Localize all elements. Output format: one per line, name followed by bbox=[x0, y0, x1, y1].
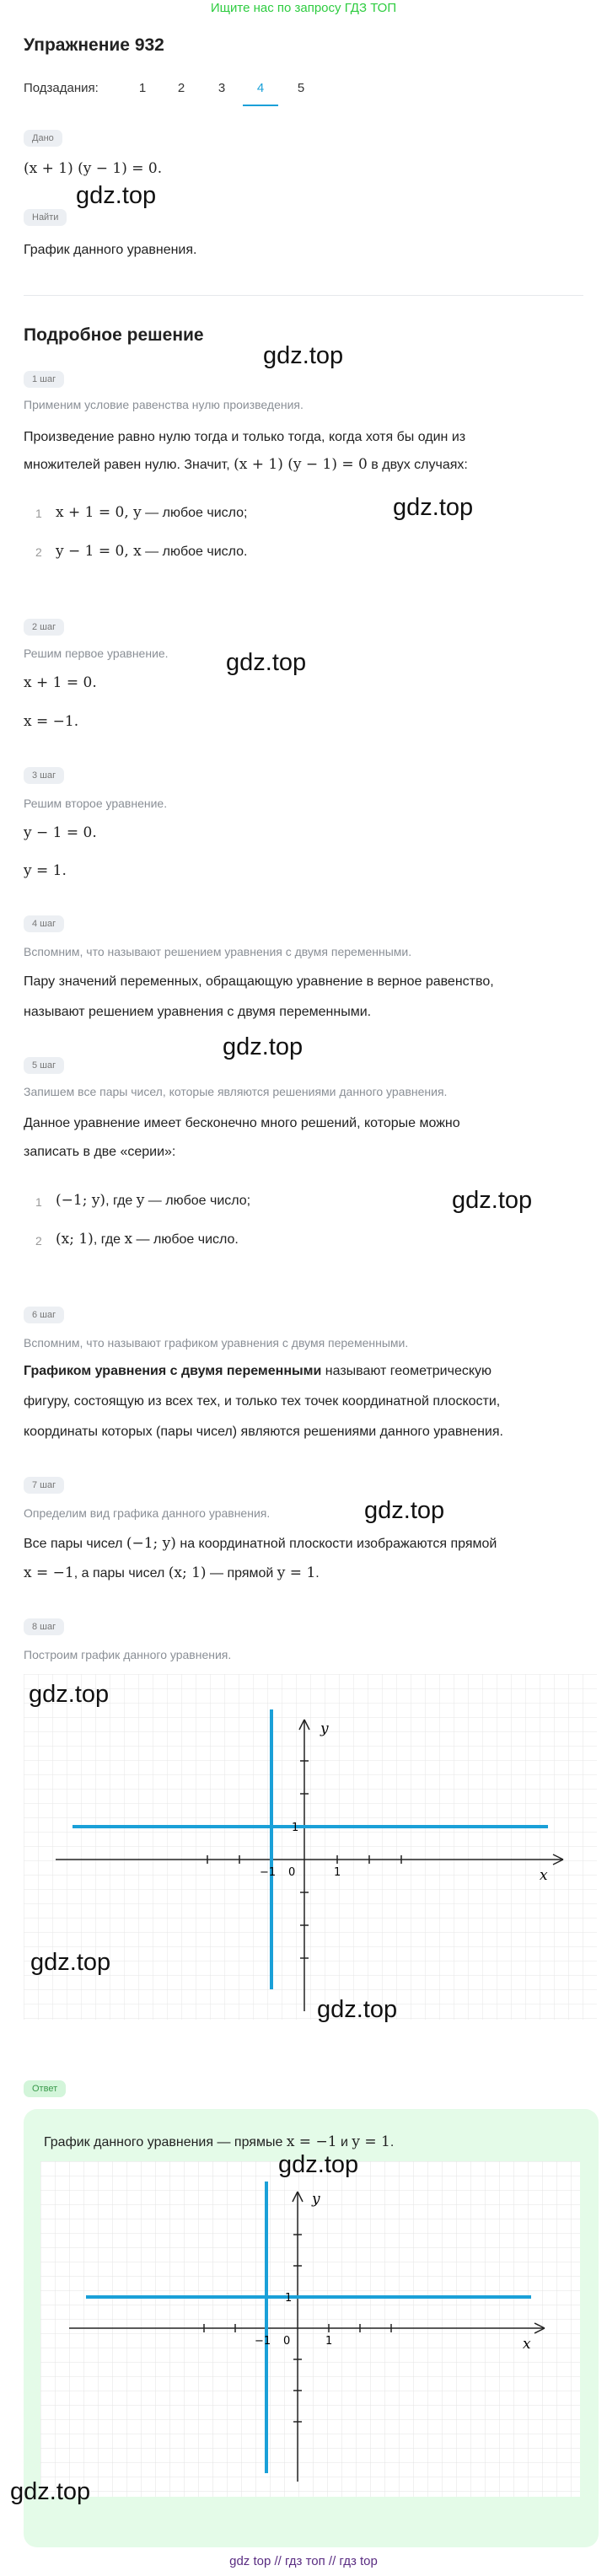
tab-subtask-5[interactable]: 5 bbox=[297, 81, 305, 95]
tab-subtask-1[interactable]: 1 bbox=[138, 81, 147, 95]
watermark: gdz.top bbox=[393, 494, 474, 521]
given-equation: (x + 1) (y − 1) = 0. bbox=[24, 160, 163, 177]
step-1-line2: множителей равен нулю. Значит, (x + 1) (y − 1) = 0 в двух случаях: bbox=[24, 456, 468, 473]
tick-origin: 0 bbox=[288, 1866, 296, 1879]
graph-answer-grid bbox=[40, 2161, 580, 2497]
answer-y-axis-label: y bbox=[312, 2191, 320, 2208]
step-4-line1: Пару значений переменных, обращающую уравнение в верное равенство, bbox=[24, 974, 494, 989]
y-axis-label: y bbox=[320, 1720, 329, 1737]
top-banner[interactable]: Ищите нас по запросу ГДЗ ТОП bbox=[210, 1, 397, 15]
step-4-line2: называют решением уравнения с двумя переменными. bbox=[24, 1005, 372, 1019]
watermark: gdz.top bbox=[364, 1497, 445, 1524]
step-7-line2: x = −1, а пары чисел (x; 1) — прямой y = 1. bbox=[24, 1564, 320, 1581]
step-8-hint: Построим график данного уравнения. bbox=[24, 1648, 232, 1661]
step-1-badge: 1 шаг bbox=[24, 371, 64, 388]
watermark: gdz.top bbox=[223, 1033, 304, 1060]
step-5-case-2-number: 2 bbox=[35, 1234, 42, 1248]
step-1-case-2: y − 1 = 0, x — любое число. bbox=[56, 543, 248, 560]
tab-subtask-3[interactable]: 3 bbox=[218, 81, 226, 95]
tick-y-1: 1 bbox=[292, 1822, 299, 1834]
step-1-line1: Произведение равно нулю тогда и только тогда, когда хотя бы один из bbox=[24, 430, 466, 444]
answer-tick-x-1: 1 bbox=[325, 2335, 333, 2348]
step-1-case-1-number: 1 bbox=[35, 507, 42, 520]
step-1-case-2-number: 2 bbox=[35, 545, 42, 559]
step-1-case-1: x + 1 = 0, y — любое число; bbox=[56, 504, 248, 521]
answer-x-axis-label: x bbox=[523, 2336, 531, 2353]
answer-badge: Ответ bbox=[24, 2080, 66, 2097]
step-3-hint: Решим второе уравнение. bbox=[24, 797, 168, 810]
divider bbox=[24, 295, 583, 296]
subtasks-label: Подзадания: bbox=[24, 81, 99, 95]
watermark: gdz.top bbox=[30, 1949, 111, 1976]
step-4-badge: 4 шаг bbox=[24, 915, 64, 932]
answer-tick-minus-1: −1 bbox=[255, 2335, 271, 2348]
step-6-badge: 6 шаг bbox=[24, 1307, 64, 1323]
step-2-eq1: x + 1 = 0. bbox=[24, 674, 97, 691]
step-5-case-2: (x; 1), где x — любое число. bbox=[56, 1231, 239, 1248]
watermark: gdz.top bbox=[317, 1996, 398, 2023]
step-5-case-1-number: 1 bbox=[35, 1195, 42, 1209]
step-1-hint: Применим условие равенства нулю произведения. bbox=[24, 398, 304, 411]
solution-title: Подробное решение bbox=[24, 325, 204, 345]
step-5-badge: 5 шаг bbox=[24, 1057, 64, 1074]
step-3-badge: 3 шаг bbox=[24, 767, 64, 784]
answer-text: График данного уравнения — прямые x = −1 и y = 1. bbox=[44, 2133, 395, 2150]
step-8-badge: 8 шаг bbox=[24, 1618, 64, 1635]
step-4-hint: Вспомним, что называют решением уравнения с двумя переменными. bbox=[24, 945, 412, 958]
answer-tick-y-1: 1 bbox=[285, 2292, 293, 2305]
find-text: График данного уравнения. bbox=[24, 243, 197, 257]
page-title: Упражнение 932 bbox=[24, 35, 164, 55]
watermark: gdz.top bbox=[263, 342, 344, 369]
step-6-line2: фигуру, состоящую из всех тех, и только тех точек координатной плоскости, bbox=[24, 1394, 501, 1409]
step-2-eq2: x = −1. bbox=[24, 713, 79, 730]
step-2-hint: Решим первое уравнение. bbox=[24, 647, 169, 660]
tick-x-1: 1 bbox=[334, 1866, 341, 1879]
step-7-line1: Все пары чисел (−1; y) на координатной плоскости изображаются прямой bbox=[24, 1535, 497, 1552]
step-7-badge: 7 шаг bbox=[24, 1477, 64, 1494]
step-5-hint: Запишем все пары чисел, которые являются решениями данного уравнения. bbox=[24, 1085, 448, 1098]
step-6-line3: координаты которых (пары чисел) являются решениями данного уравнения. bbox=[24, 1425, 503, 1439]
watermark: gdz.top bbox=[76, 182, 157, 209]
step-2-badge: 2 шаг bbox=[24, 619, 64, 636]
watermark: gdz.top bbox=[226, 649, 307, 676]
step-3-eq2: y = 1. bbox=[24, 862, 67, 879]
active-tab-indicator bbox=[243, 105, 278, 106]
watermark: gdz.top bbox=[452, 1187, 533, 1214]
tab-subtask-2[interactable]: 2 bbox=[177, 81, 185, 95]
watermark: gdz.top bbox=[278, 2151, 359, 2178]
watermark: gdz.top bbox=[29, 1681, 110, 1708]
watermark: gdz.top bbox=[10, 2478, 91, 2505]
step-7-hint: Определим вид графика данного уравнения. bbox=[24, 1506, 271, 1520]
find-badge: Найти bbox=[24, 209, 67, 226]
graph-answer bbox=[40, 2161, 580, 2497]
step-3-eq1: y − 1 = 0. bbox=[24, 824, 97, 841]
given-badge: Дано bbox=[24, 130, 62, 147]
answer-tick-origin: 0 bbox=[283, 2335, 291, 2348]
footer-links[interactable]: gdz top // гдз топ // гдз top bbox=[229, 2554, 378, 2568]
tab-subtask-4[interactable]: 4 bbox=[256, 81, 265, 95]
tick-minus-1: −1 bbox=[260, 1866, 277, 1879]
step-6-line1: Графиком уравнения с двумя переменными называют геометрическую bbox=[24, 1364, 492, 1378]
x-axis-label: x bbox=[540, 1867, 548, 1884]
step-5-line2: записать в две «серии»: bbox=[24, 1145, 176, 1159]
step-6-hint: Вспомним, что называют графиком уравнения с двумя переменными. bbox=[24, 1336, 409, 1350]
step-5-line1: Данное уравнение имеет бесконечно много решений, которые можно bbox=[24, 1116, 460, 1130]
step-5-case-1: (−1; y), где y — любое число; bbox=[56, 1192, 251, 1209]
